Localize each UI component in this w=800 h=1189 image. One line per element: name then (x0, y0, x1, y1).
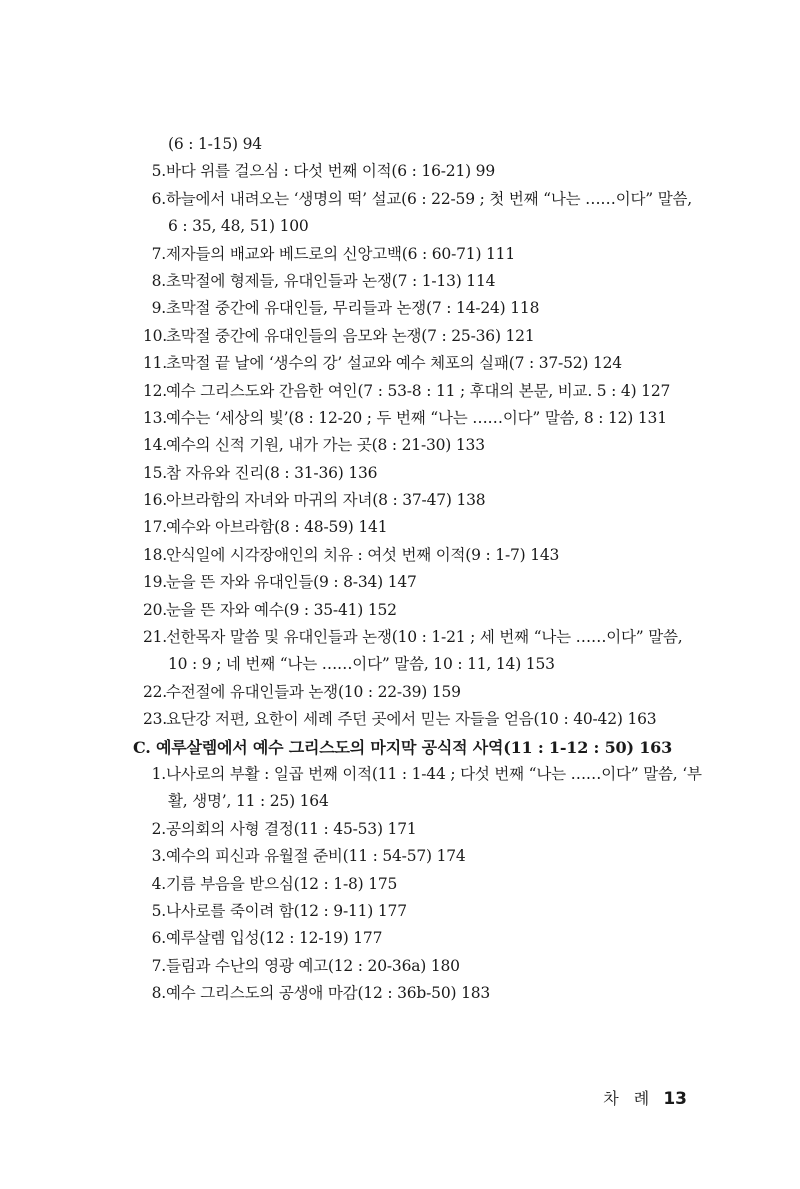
toc-entry (0, 514, 800, 541)
toc-entry-text: 초막절에 형제들, 유대인들과 논쟁(7 : 1-13) 114 (166, 271, 496, 290)
section-heading-text: C. 예루살렘에서 예수 그리스도의 마지막 공식적 사역(11 : 1-12 : 50) 163 (133, 737, 672, 757)
toc-entry-number: 16. (142, 491, 167, 510)
toc-entry (0, 597, 800, 624)
toc-entry-text: 예루살렘 입성(12 : 12-19) 177 (166, 929, 383, 948)
toc-entry-number: 15. (142, 463, 167, 482)
toc-entry-number: 7. (151, 956, 166, 975)
toc-entry-text: 초막절 중간에 유대인들의 음모와 논쟁(7 : 25-36) 121 (166, 326, 535, 345)
toc-entry-number: 8. (151, 984, 166, 1003)
toc-entry-number: 11. (142, 354, 167, 373)
toc-entry-text: 예수의 피신과 유월절 준비(11 : 54-57) 174 (166, 847, 466, 866)
toc-entry-number: 8. (151, 271, 166, 290)
toc-entry-number: 9. (151, 299, 166, 318)
toc-entry (0, 843, 800, 870)
toc-entry-text: 초막절 끝 날에 ‘생수의 강’ 설교와 예수 체포의 실패(7 : 37-52) 124 (166, 354, 622, 373)
toc-entry-text: 10 : 9 ; 네 번째 “나는 ……이다” 말씀, 10 : 11, 14) 153 (168, 655, 555, 674)
toc-entry-text: 참 자유와 진리(8 : 31-36) 136 (166, 463, 378, 482)
toc-entry (0, 405, 800, 432)
toc-entry (0, 624, 800, 651)
toc-entry-text: 공의회의 사형 결정(11 : 45-53) 171 (166, 819, 417, 838)
toc-entry-text: 눈을 뜬 자와 예수(9 : 35-41) 152 (166, 600, 397, 619)
toc-entry (0, 295, 800, 322)
toc-entry (0, 487, 800, 514)
toc-entry-text: 아브라함의 자녀와 마귀의 자녀(8 : 37-47) 138 (166, 491, 486, 510)
toc-entry-text: 초막절 중간에 유대인들, 무리들과 논쟁(7 : 14-24) 118 (166, 299, 540, 318)
toc-entry-text: 나사로를 죽이려 함(12 : 9-11) 177 (166, 901, 407, 920)
toc-entry-text: 6 : 35, 48, 51) 100 (168, 217, 309, 236)
toc-entry-continuation (0, 651, 800, 678)
toc-entry-text: (6 : 1-15) 94 (168, 135, 262, 153)
toc-entry (0, 323, 800, 350)
toc-entry-text: 예수의 신적 기원, 내가 가는 곳(8 : 21-30) 133 (166, 436, 485, 455)
toc-entry (0, 186, 800, 213)
toc-entry-number: 5. (151, 901, 166, 920)
toc-entry-number: 1. (151, 764, 166, 783)
page-footer (603, 1086, 687, 1109)
toc-group-b (0, 158, 800, 733)
toc-entry-text: 선한목자 말씀 및 유대인들과 논쟁(10 : 1-21 ; 세 번째 “나는 ……이다” 말씀, (166, 628, 683, 647)
toc-entry-number: 20. (142, 600, 167, 619)
toc-entry (0, 980, 800, 1007)
toc-entry-number: 18. (142, 545, 167, 564)
toc-entry (0, 542, 800, 569)
toc-section-heading (0, 734, 800, 761)
toc-entry-text: 요단강 저편, 요한이 세례 주던 곳에서 믿는 자들을 얻음(10 : 40-42) 163 (166, 710, 657, 729)
toc-entry-number: 12. (142, 381, 167, 400)
toc-entry-number: 23. (142, 710, 167, 729)
toc-entry-text: 들림과 수난의 영광 예고(12 : 20-36a) 180 (166, 956, 460, 975)
toc-entry (0, 158, 800, 185)
toc-entry-text: 활, 생명’, 11 : 25) 164 (168, 792, 329, 811)
toc-entry-number: 6. (151, 189, 166, 208)
toc-entry-number: 10. (142, 326, 167, 345)
toc-entry-continuation (0, 788, 800, 815)
toc-entry (0, 898, 800, 925)
toc-entry-number: 22. (142, 682, 167, 701)
toc-entry-text: 예수와 아브라함(8 : 48-59) 141 (166, 518, 388, 537)
toc-entry (0, 569, 800, 596)
toc-entry (0, 460, 800, 487)
toc-entry-number: 2. (151, 819, 166, 838)
toc-entry-number: 6. (151, 929, 166, 948)
toc-entry (0, 350, 800, 377)
toc-entry-text: 안식일에 시각장애인의 치유 : 여섯 번째 이적(9 : 1-7) 143 (166, 545, 560, 564)
toc-entry (0, 432, 800, 459)
toc-entry-text: 예수 그리스도와 간음한 여인(7 : 53-8 : 11 ; 후대의 본문, 비교. 5 : 4) 127 (166, 381, 671, 400)
toc-entry-number: 5. (151, 162, 166, 181)
page-number: 13 (663, 1089, 687, 1109)
toc-entry (0, 871, 800, 898)
toc-entry-continuation (0, 213, 800, 240)
toc-entry-text: 제자들의 배교와 베드로의 신앙고백(6 : 60-71) 111 (166, 244, 516, 263)
toc-entry-number: 21. (142, 628, 167, 647)
toc-entry (0, 761, 800, 788)
toc-entry-text: 예수는 ‘세상의 빛’(8 : 12-20 ; 두 번째 “나는 ……이다” 말씀, 8 : 12) 131 (166, 408, 667, 427)
toc-entry-number: 4. (151, 874, 166, 893)
toc-entry (0, 378, 800, 405)
toc-entry-text: 나사로의 부활 : 일곱 번째 이적(11 : 1-44 ; 다섯 번째 “나는 ……이다” 말씀, ‘부 (166, 764, 702, 783)
toc-entry (0, 816, 800, 843)
toc-entry-text: 수전절에 유대인들과 논쟁(10 : 22-39) 159 (166, 682, 461, 701)
toc-entry-text: 기름 부음을 받으심(12 : 1-8) 175 (166, 874, 398, 893)
table-of-contents (0, 131, 800, 1008)
toc-entry (0, 679, 800, 706)
toc-entry (0, 925, 800, 952)
toc-entry-text: 예수 그리스도의 공생애 마감(12 : 36b-50) 183 (166, 984, 491, 1003)
toc-entry-number: 14. (142, 436, 167, 455)
toc-group-c (0, 761, 800, 1008)
toc-entry-number: 17. (142, 518, 167, 537)
toc-entry (0, 706, 800, 733)
toc-continuation (0, 131, 800, 158)
toc-entry (0, 241, 800, 268)
toc-entry-number: 19. (142, 573, 167, 592)
toc-entry-text: 눈을 뜬 자와 유대인들(9 : 8-34) 147 (166, 573, 417, 592)
toc-entry-text: 바다 위를 걸으심 : 다섯 번째 이적(6 : 16-21) 99 (166, 162, 495, 181)
toc-entry-number: 3. (151, 847, 166, 866)
footer-label: 차 례 (603, 1089, 655, 1108)
toc-entry (0, 953, 800, 980)
toc-entry-number: 13. (142, 408, 167, 427)
toc-entry (0, 268, 800, 295)
toc-entry-number: 7. (151, 244, 166, 263)
toc-entry-text: 하늘에서 내려오는 ‘생명의 떡’ 설교(6 : 22-59 ; 첫 번째 “나는 ……이다” 말씀, (166, 189, 692, 208)
